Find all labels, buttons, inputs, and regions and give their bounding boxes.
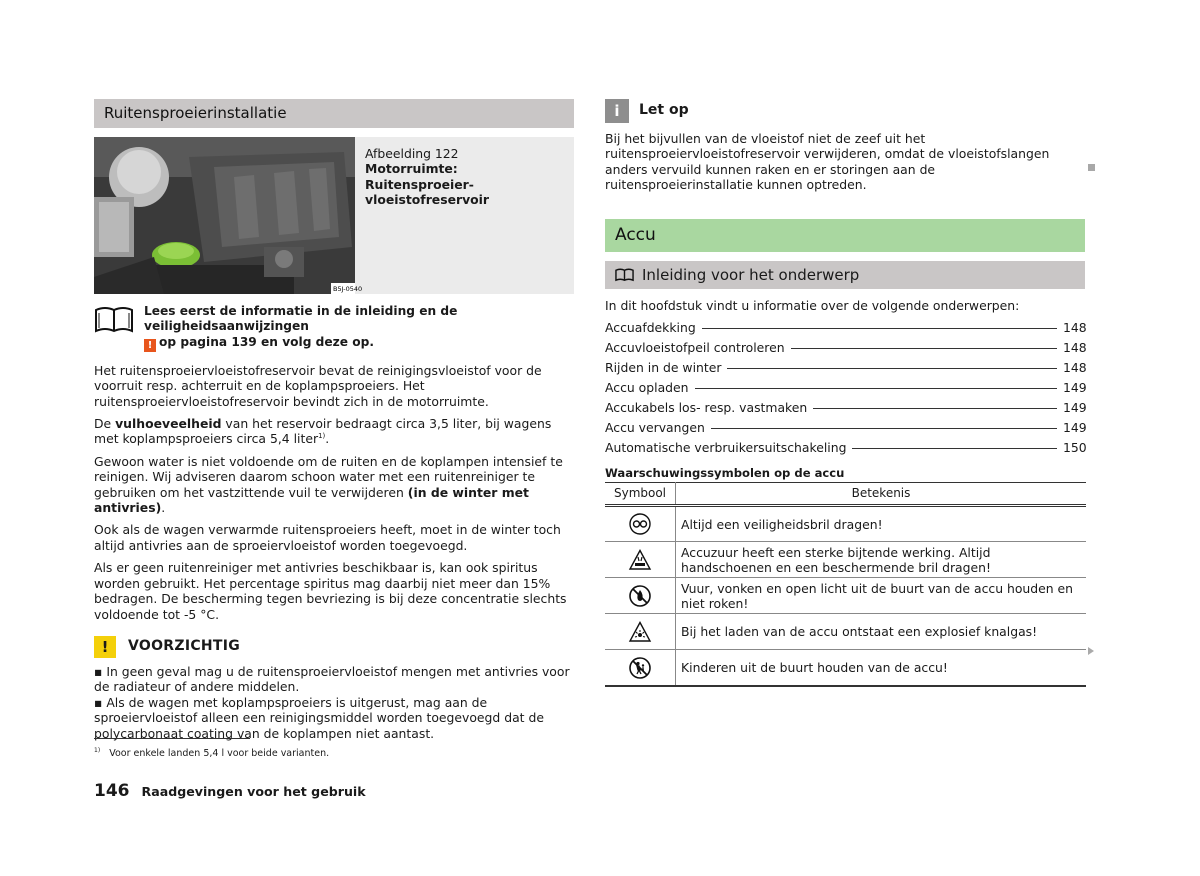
table-row — [605, 614, 1086, 650]
engine-bay-image — [94, 137, 363, 294]
safety-glasses-icon — [629, 513, 651, 535]
book-icon — [94, 304, 134, 334]
paragraph-5: Als er geen ruitenreiniger met antivries beschikbaar is, kan ook spiritus worden gebruikt. Het percentage spiritus mag daarbij niet meer dan 15% bedragen. De bescherming tegen bevriezing is bij deze concentratie slechts voldoende tot -5 °C. — [94, 560, 567, 622]
row-meaning: Kinderen uit de buurt houden van de accu! — [676, 650, 1087, 686]
topic-item[interactable]: Accu vervangen 149 — [605, 420, 1087, 436]
page-number: 146 — [94, 781, 130, 801]
column-header: Symbool — [605, 483, 676, 506]
caution-item: ▪ Als de wagen met koplampsproeiers is uitgerust, mag aan de sproeiervloeistof alleen een reinigingsmiddel worden toegevoegd dat de polycarbonaat coating van de koplampen niet aantast. — [94, 694, 544, 741]
intro-title: Inleiding voor het onderwerp — [642, 265, 860, 284]
no-fire-icon — [629, 585, 651, 607]
chapter-title: Accu — [605, 219, 1085, 252]
row-meaning: Altijd een veiligheidsbril dragen! — [676, 506, 1087, 542]
caution-item: ▪ In geen geval mag u de ruitensproeiervloeistof mengen met antivries voor de radiateur of andere middelen. — [94, 663, 570, 695]
note-text: Bij het bijvullen van de vloeistof niet de zeef uit het ruitensproeiervloeistofreservoir verwijderen, omdat de vloeistofslangen anders vervuild kunnen raken en er storingen aan de ruitensproeierinstallatie kunnen optreden. — [605, 131, 1050, 193]
footnote-ref: 1) — [318, 432, 326, 441]
table-row — [605, 542, 1086, 578]
right-column — [605, 99, 1085, 687]
intro-header — [605, 261, 1085, 289]
section-title: Ruitensproeierinstallatie — [94, 99, 574, 128]
topic-item[interactable]: Rijden in de winter 148 — [605, 360, 1087, 376]
topic-item[interactable]: Accu opladen 149 — [605, 380, 1087, 396]
warning-icon: ! — [144, 339, 156, 352]
left-column — [94, 99, 574, 741]
table-row — [605, 578, 1086, 614]
table-row — [605, 650, 1086, 686]
image-code: B5J-0540 — [333, 285, 363, 293]
paragraph-4: Ook als de wagen verwarmde ruitensproeiers heeft, moet in de winter toch altijd antivries aan de sproeiervloeistof worden toegevoegd. — [94, 522, 561, 553]
topic-item[interactable]: Automatische verbruikersuitschakeling 150 — [605, 440, 1087, 456]
figure-title: Motorruimte: Ruitensproeier-vloeistofreservoir — [365, 161, 490, 208]
intro-text: In dit hoofdstuk vindt u informatie over de volgende onderwerpen: — [605, 297, 1020, 313]
paragraph-3: Gewoon water is niet voldoende om de ruiten en de koplampen intensief te reinigen. Wij adviseren daarom schoon water met een ruitenreiniger te gebruiken om het vastzittende vuil te verwijderen (in de winter met antivries). — [94, 453, 563, 516]
row-meaning: Accuzuur heeft een sterke bijtende werking. Altijd handschoenen en een beschermende bril dragen! — [676, 542, 1087, 578]
footnote: $^{1)}$ Voor enkele landen 5,4 l voor beide varianten. — [94, 746, 330, 759]
note-header — [605, 99, 1085, 123]
read-first-line1: Lees eerst de informatie in de inleiding en de veiligheidsaanwijzingen — [144, 304, 458, 334]
row-meaning: Bij het laden van de accu ontstaat een explosief knalgas! — [676, 614, 1087, 650]
table-title: Waarschuwingssymbolen op de accu — [605, 466, 845, 481]
caution-icon: ! — [94, 636, 116, 658]
continue-arrow-icon — [1088, 647, 1094, 655]
table-row — [605, 506, 1086, 542]
row-meaning: Vuur, vonken en open licht uit de buurt van de accu houden en niet roken! — [676, 578, 1087, 614]
corrosive-acid-icon — [629, 549, 651, 571]
book-icon — [615, 267, 634, 282]
topic-item[interactable]: Accukabels los- resp. vastmaken 149 — [605, 400, 1087, 416]
page-footer-title: Raadgevingen voor het gebruik — [141, 784, 366, 799]
paragraph-2: De vulhoeveelheid van het reservoir bedraagt circa 3,5 liter, bij wagens met koplampsproeiers circa 5,4 liter$^{1)}$. — [94, 416, 552, 447]
explosive-gas-icon — [629, 621, 651, 643]
topic-list — [605, 320, 1085, 460]
info-icon: i — [605, 99, 629, 123]
footnote-divider — [94, 738, 250, 739]
paragraph-1: Het ruitensproeiervloeistofreservoir bevat de reinigingsvloeistof voor de voorruit resp. achterruit en de koplampsproeiers. Het ruitensproeiervloeistofreservoir bevindt zich in de motorruimte. — [94, 362, 542, 409]
figure — [94, 137, 574, 294]
figure-caption — [355, 137, 574, 294]
topic-item[interactable]: Accuvloeistofpeil controleren 148 — [605, 340, 1087, 356]
column-header: Betekenis — [676, 483, 1087, 506]
page-footer — [94, 781, 366, 801]
keep-children-away-icon — [629, 657, 651, 679]
topic-item[interactable]: Accuafdekking 148 — [605, 320, 1087, 336]
warning-symbols-table — [605, 482, 1086, 687]
section-end-marker — [1088, 164, 1095, 171]
caution-header — [94, 636, 574, 658]
read-first-line2: op pagina 139 en volg deze op. — [159, 334, 374, 349]
note-title: Let op — [639, 102, 689, 119]
read-first-notice — [94, 304, 574, 352]
figure-number: Afbeelding 122 — [365, 146, 459, 161]
caution-title: VOORZICHTIG — [128, 638, 241, 655]
